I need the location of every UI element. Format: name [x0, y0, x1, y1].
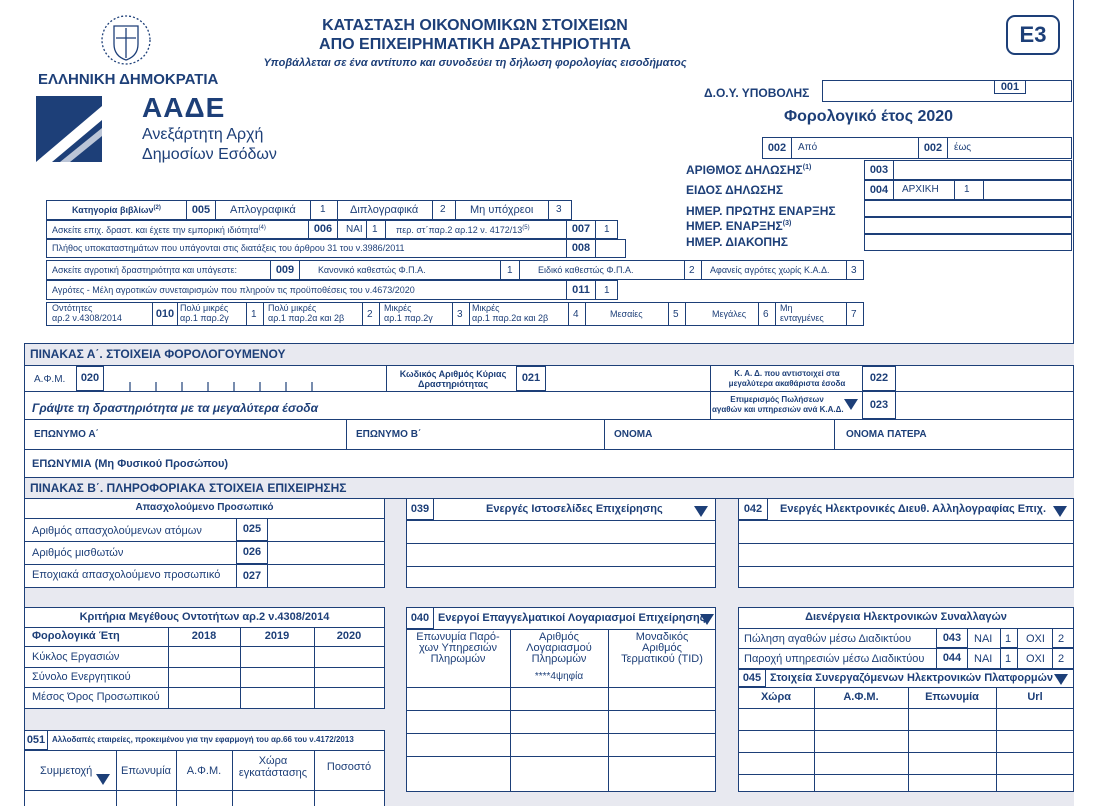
kad2-l2: μεγαλύτερα ακαθάριστα έσοδα — [728, 379, 846, 388]
rule — [176, 750, 177, 806]
ecom1-yes: ΝΑΙ — [974, 633, 993, 645]
rule — [406, 543, 716, 544]
surname-a-label: ΕΠΩΝΥΜΟ Α΄ — [34, 429, 99, 440]
from-date-field[interactable] — [792, 137, 918, 159]
republic-label: ΕΛΛΗΝΙΚΗ ΔΗΜΟΚΡΑΤΙΑ — [38, 71, 219, 88]
plat-row1-field[interactable] — [740, 710, 812, 729]
kad-l2: Δραστηριότητας — [417, 379, 489, 389]
acc-c2b: Λογαριασμού — [526, 642, 592, 654]
foreign-row1-field[interactable] — [26, 792, 114, 806]
afm-code: 020 — [76, 366, 104, 391]
rule — [738, 628, 1074, 629]
split-code: 023 — [862, 391, 896, 419]
foreign-code: 051 — [24, 730, 48, 750]
books-n3: 3 — [556, 204, 562, 215]
rule — [406, 733, 716, 734]
ecom2-yes: ΝΑΙ — [974, 653, 993, 665]
rule — [24, 627, 385, 628]
rule — [406, 687, 716, 688]
row010-code: 010 — [152, 302, 178, 326]
rule — [24, 687, 385, 688]
staff1-code: 025 — [236, 518, 268, 541]
staff-title: Απασχολούμενο Προσωπικό — [135, 502, 274, 513]
year-2018: 2018 — [191, 630, 217, 642]
table-b-title: ΠΙΝΑΚΑΣ Β΄. ΠΛΗΡΟΦΟΡΙΑΚΑ ΣΤΟΙΧΕΙΑ ΕΠΙΧΕΙΡΗΣΗΣ — [30, 481, 347, 495]
e3n: 3 — [457, 309, 463, 320]
greek-emblem-icon — [100, 12, 152, 68]
e7a: Μη — [780, 303, 793, 313]
e4a: Μικρές — [472, 303, 500, 313]
acc-c3a: Μοναδικός — [635, 631, 689, 643]
name-label: ΟΝΟΜΑ — [614, 429, 653, 440]
email-title: Ενεργές Ηλεκτρονικές Διευθ. Αλληλογραφίας Επιχ. — [780, 503, 1047, 515]
doy-label: Δ.Ο.Υ. ΥΠΟΒΟΛΗΣ — [704, 86, 810, 100]
surname-a-field[interactable] — [26, 442, 344, 449]
company-field[interactable] — [240, 451, 1070, 475]
row006-yes: ΝΑΙ — [346, 224, 363, 235]
split-l1: Επιμερισμός Πωλήσεων — [730, 395, 824, 404]
rule — [738, 730, 1074, 731]
end-field[interactable] — [864, 234, 1072, 251]
rule — [710, 366, 711, 391]
plat-title: Στοιχεία Συνεργαζόμενων Ηλεκτρονικών Πλατφορμών — [770, 672, 1054, 684]
e2b: αρ.1 παρ.2α και 2β — [268, 313, 345, 323]
acc-c2c: Πληρωμών — [531, 653, 587, 665]
row011-label: Αγρότες - Μέλη αγροτικών συνεταιρισμών που πληρούν τις προϋποθέσεις του ν.4673/2020 — [52, 285, 415, 295]
acc-c3c: Τερματικού (TID) — [621, 653, 703, 665]
foreign-c4a: Χώρα — [258, 755, 288, 767]
aade-logo-text: ΑΑΔΕ — [142, 92, 226, 123]
row006-yes-n: 1 — [372, 224, 378, 235]
books-opt1: Απλογραφικά — [230, 204, 296, 216]
row007-n: 1 — [604, 224, 610, 235]
foreign-dropdown-icon[interactable] — [96, 774, 110, 785]
from-code: 002 — [762, 137, 792, 159]
ecom1-code: 043 — [936, 628, 968, 648]
size-title: Κριτήρια Μεγέθους Οντοτήτων αρ.2 ν.4308/2014 — [79, 611, 330, 623]
rule — [738, 687, 1074, 688]
acc-c1a: Επωνυμία Παρό- — [416, 631, 500, 643]
row009-n3: 3 — [851, 265, 857, 276]
row009-n2: 2 — [689, 265, 695, 276]
title-line2: ΑΠΟ ΕΠΙΧΕΙΡΗΜΑΤΙΚΗ ΔΡΑΣΤΗΡΙΟΤΗΤΑ — [319, 36, 631, 53]
rule — [24, 343, 1074, 344]
row010-l1: Οντότητες — [52, 303, 93, 313]
rule — [406, 629, 716, 630]
plat-c3: Επωνυμία — [925, 691, 979, 703]
doy-field[interactable] — [822, 80, 1072, 102]
e2n: 2 — [367, 309, 373, 320]
acc-c1c: Πληρωμών — [430, 653, 486, 665]
title-line1: ΚΑΤΑΣΤΑΣΗ ΟΙΚΟΝΟΜΙΚΩΝ ΣΤΟΙΧΕΙΩΝ — [322, 17, 628, 34]
web-title: Ενεργές Ιστοσελίδες Επιχείρησης — [486, 503, 663, 515]
plat-c4: Url — [1027, 691, 1043, 703]
rule — [386, 366, 387, 391]
row009-label: Ασκείτε αγροτική δραστηριότητα και υπάγεστε: — [52, 265, 237, 275]
rule — [738, 752, 1074, 753]
staff3-label: Εποχιακά απασχολούμενο προσωπικό — [32, 569, 221, 581]
e6: Μεγάλες — [712, 309, 747, 319]
email-field-1[interactable] — [740, 522, 1072, 542]
rule — [406, 756, 716, 757]
foreign-c4b: εγκατάστασης — [238, 767, 308, 779]
ecom2-yes-n: 1 — [1005, 653, 1012, 665]
decl-no-label: ΑΡΙΘΜΟΣ ΔΗΛΩΣΗΣ$^{(1)}$ — [686, 163, 812, 177]
web-dropdown-icon[interactable] — [694, 506, 708, 517]
rule — [24, 646, 385, 647]
kad-code: 021 — [516, 366, 546, 391]
e4n: 4 — [573, 309, 579, 320]
ecom1-no-n: 2 — [1058, 633, 1065, 645]
rule — [314, 627, 315, 709]
rule — [24, 667, 385, 668]
acc-code: 040 — [406, 607, 434, 629]
kad2-code: 022 — [862, 366, 896, 391]
rule — [834, 419, 835, 449]
row006-label: Ασκείτε επιχ. δραστ. και έχετε την εμπορική ιδιότητα$^{(4)}$ — [52, 225, 266, 235]
afm-label: Α.Φ.Μ. — [34, 374, 66, 385]
aade-line1: Ανεξάρτητη Αρχή — [142, 126, 264, 143]
staff1-label: Αριθμός απασχολούμενων ατόμων — [32, 525, 202, 537]
rule — [240, 627, 241, 709]
foreign-title: Αλλοδαπές εταιρείες, προκειμένου για την εφαρμογή του αρ.66 του ν.4172/2013 — [52, 735, 354, 744]
books-opt2: Διπλογραφικά — [350, 204, 419, 216]
row010-l2: αρ.2 ν.4308/2014 — [52, 313, 122, 323]
ecom1-yes-n: 1 — [1005, 633, 1012, 645]
decl-type-num: 1 — [964, 184, 970, 195]
form-code: Ε3 — [1019, 22, 1047, 47]
rule — [24, 449, 1074, 450]
books-label: Κατηγορία βιβλίων$^{(2)}$ — [72, 205, 161, 215]
rule — [314, 750, 315, 806]
row008-field[interactable] — [596, 239, 626, 258]
row009-o3: Αφανείς αγρότες χωρίς Κ.Α.Δ. — [710, 265, 830, 275]
year-2019: 2019 — [264, 630, 290, 642]
activity-field[interactable] — [340, 393, 710, 419]
row006-per: περ. στ΄παρ.2 αρ.12 ν. 4172/13$^{(5)}$ — [396, 225, 530, 235]
kad2-field[interactable] — [896, 366, 1072, 391]
rule — [168, 627, 169, 709]
father-label: ΟΝΟΜΑ ΠΑΤΕΡΑ — [846, 429, 927, 440]
year-2020: 2020 — [336, 630, 362, 642]
aade-line2: Δημοσίων Εσόδων — [142, 146, 277, 163]
company-label: ΕΠΩΝΥΜΙΑ (Μη Φυσικού Προσώπου) — [32, 458, 229, 470]
acc-c2d: ****4ψηφία — [534, 671, 584, 682]
e3a: Μικρές — [384, 303, 412, 313]
rule — [738, 708, 1074, 709]
row009-code: 009 — [270, 260, 300, 280]
acc-row1-field[interactable] — [408, 689, 508, 709]
rule — [738, 774, 1074, 775]
plat-c1: Χώρα — [760, 691, 792, 703]
kad-l1: Κωδικός Αριθμός Κύριας — [399, 369, 507, 379]
plat-c2: Α.Φ.Μ. — [843, 691, 879, 703]
decl-type-label: ΕΙΔΟΣ ΔΗΛΩΣΗΣ — [686, 183, 784, 197]
row011-code: 011 — [566, 280, 596, 300]
rule — [406, 566, 716, 567]
acc-c1b: χων Υπηρεσιών — [419, 642, 497, 654]
from-label: Από — [798, 142, 818, 153]
size1-2018-field[interactable] — [170, 648, 238, 666]
years-label: Φορολογικά Έτη — [32, 630, 120, 642]
email-dropdown-icon[interactable] — [1053, 506, 1067, 517]
web-code: 039 — [406, 498, 434, 520]
staff2-code: 026 — [236, 541, 268, 564]
rule — [604, 419, 605, 449]
books-opt3: Μη υπόχρεοι — [470, 204, 534, 216]
ecom2-label: Παροχή υπηρεσιών μέσω Διαδικτύου — [744, 653, 925, 665]
e1b: αρ.1 παρ.2γ — [180, 313, 229, 323]
ecom2-code: 044 — [936, 648, 968, 669]
row009-o1: Κανονικό καθεστώς Φ.Π.Α. — [318, 265, 426, 275]
rule — [738, 520, 1074, 521]
row008-label: Πλήθος υποκαταστημάτων που υπάγονται στις διατάξεις του άρθρου 31 του ν.3986/2011 — [52, 243, 405, 253]
to-date-field[interactable] — [982, 137, 1072, 159]
rule — [738, 543, 1074, 544]
row011-n: 1 — [604, 285, 610, 296]
kad2-l1: Κ. Α. Δ. που αντιστοιχεί στα — [734, 369, 840, 378]
aade-logo-icon — [36, 96, 102, 162]
rule — [24, 391, 1074, 392]
rule — [116, 750, 117, 806]
size1-label: Κύκλος Εργασιών — [32, 651, 120, 663]
row009-n1: 1 — [507, 265, 513, 276]
start-label: ΗΜΕΡ. ΕΝΑΡΞΗΣ$^{(3)}$ — [686, 219, 792, 233]
table-a-title: ΠΙΝΑΚΑΣ Α΄. ΣΤΟΙΧΕΙΑ ΦΟΡΟΛΟΓΟΥΜΕΝΟΥ — [30, 347, 286, 361]
e5n: 5 — [673, 309, 679, 320]
rule — [346, 419, 347, 449]
kad-field[interactable] — [546, 366, 710, 391]
first-start-field[interactable] — [864, 200, 1072, 217]
decl-no-code: 003 — [864, 160, 894, 180]
start-field[interactable] — [864, 217, 1072, 234]
rule — [406, 710, 716, 711]
rule — [738, 566, 1074, 567]
rule — [24, 790, 385, 791]
end-label: ΗΜΕΡ. ΔΙΑΚΟΠΗΣ — [686, 235, 788, 249]
afm-digit-field[interactable] — [104, 366, 386, 391]
staff1-field[interactable] — [268, 518, 384, 541]
e6n: 6 — [763, 309, 769, 320]
size2-label: Σύνολο Ενεργητικού — [32, 671, 131, 683]
staff2-label: Αριθμός μισθωτών — [32, 547, 124, 559]
doy-code: 001 — [994, 80, 1026, 94]
web-field-1[interactable] — [408, 522, 714, 542]
e1n: 1 — [251, 309, 257, 320]
staff3-field[interactable] — [268, 564, 384, 588]
e2a: Πολύ μικρές — [268, 303, 317, 313]
foreign-c2: Επωνυμία — [120, 765, 171, 777]
rule — [24, 477, 1074, 478]
acc-title: Ενεργοί Επαγγελματικοί Λογαριασμοί Επιχείρησης — [438, 612, 706, 624]
books-n1: 1 — [320, 204, 326, 215]
tax-year: Φορολογικό έτος 2020 — [784, 108, 954, 125]
e7n: 7 — [851, 309, 857, 320]
acc-c2a: Αριθμός — [539, 631, 579, 643]
foreign-c1: Συμμετοχή — [40, 765, 93, 777]
ecom1-no: ΟΧΙ — [1026, 633, 1045, 645]
ecom1-label: Πώληση αγαθών μέσω Διαδικτύου — [744, 633, 912, 645]
decl-no-field[interactable] — [864, 160, 1072, 180]
e5: Μεσαίες — [610, 309, 643, 319]
staff2-field[interactable] — [268, 541, 384, 564]
activity-label: Γράψτε τη δραστηριότητα με τα μεγαλύτερα έσοδα — [32, 401, 319, 415]
rule — [710, 391, 711, 419]
ecom2-no-n: 2 — [1058, 653, 1065, 665]
ecom-title: Διενέργεια Ηλεκτρονικών Συναλλαγών — [805, 611, 1007, 623]
surname-b-label: ΕΠΩΝΥΜΟ Β΄ — [356, 429, 422, 440]
foreign-c3: Α.Φ.Μ. — [186, 765, 222, 777]
subtitle: Υποβάλλεται σε ένα αντίτυπο και συνοδεύει τη δήλωση φορολογίας εισοδήματος — [263, 57, 687, 69]
rule — [406, 520, 716, 521]
to-code: 002 — [918, 137, 948, 159]
plat-code: 045 — [738, 669, 766, 687]
row007-code: 007 — [566, 220, 596, 239]
plat-dropdown-icon[interactable] — [1054, 674, 1068, 685]
books-n2: 2 — [440, 204, 446, 215]
staff3-code: 027 — [236, 564, 268, 588]
first-start-label: ΗΜΕΡ. ΠΡΩΤΗΣ ΕΝΑΡΞΗΣ — [686, 204, 836, 218]
acc-c3b: Αριθμός — [642, 642, 682, 654]
foreign-c5: Ποσοστό — [326, 761, 372, 773]
e7b: ενταγμένες — [780, 313, 824, 323]
row006-code: 006 — [308, 220, 338, 239]
ecom2-no: ΟΧΙ — [1026, 653, 1045, 665]
acc-dropdown-icon[interactable] — [700, 614, 714, 625]
books-code: 005 — [186, 200, 216, 220]
rule — [738, 648, 1074, 649]
row009-o2: Ειδικό καθεστώς Φ.Π.Α. — [538, 265, 634, 275]
rule — [24, 419, 1074, 420]
e1a: Πολύ μικρές — [180, 303, 229, 313]
to-label: έως — [954, 142, 972, 153]
e4b: αρ.1 παρ.2α και 2β — [472, 313, 549, 323]
decl-type-code: 004 — [864, 180, 894, 200]
form-code-box — [1006, 15, 1060, 55]
decl-type-value: ΑΡΧΙΚΗ — [902, 184, 939, 195]
split-l2: αγαθών και υπηρεσιών ανά Κ.Α.Δ. — [712, 405, 844, 414]
size3-label: Μέσος Όρος Προσωπικού — [32, 691, 160, 703]
email-code: 042 — [738, 498, 768, 520]
row008-code: 008 — [566, 239, 596, 258]
split-dropdown-icon[interactable] — [844, 399, 858, 410]
e3b: αρ.1 παρ.2γ — [384, 313, 433, 323]
rule — [24, 750, 385, 751]
